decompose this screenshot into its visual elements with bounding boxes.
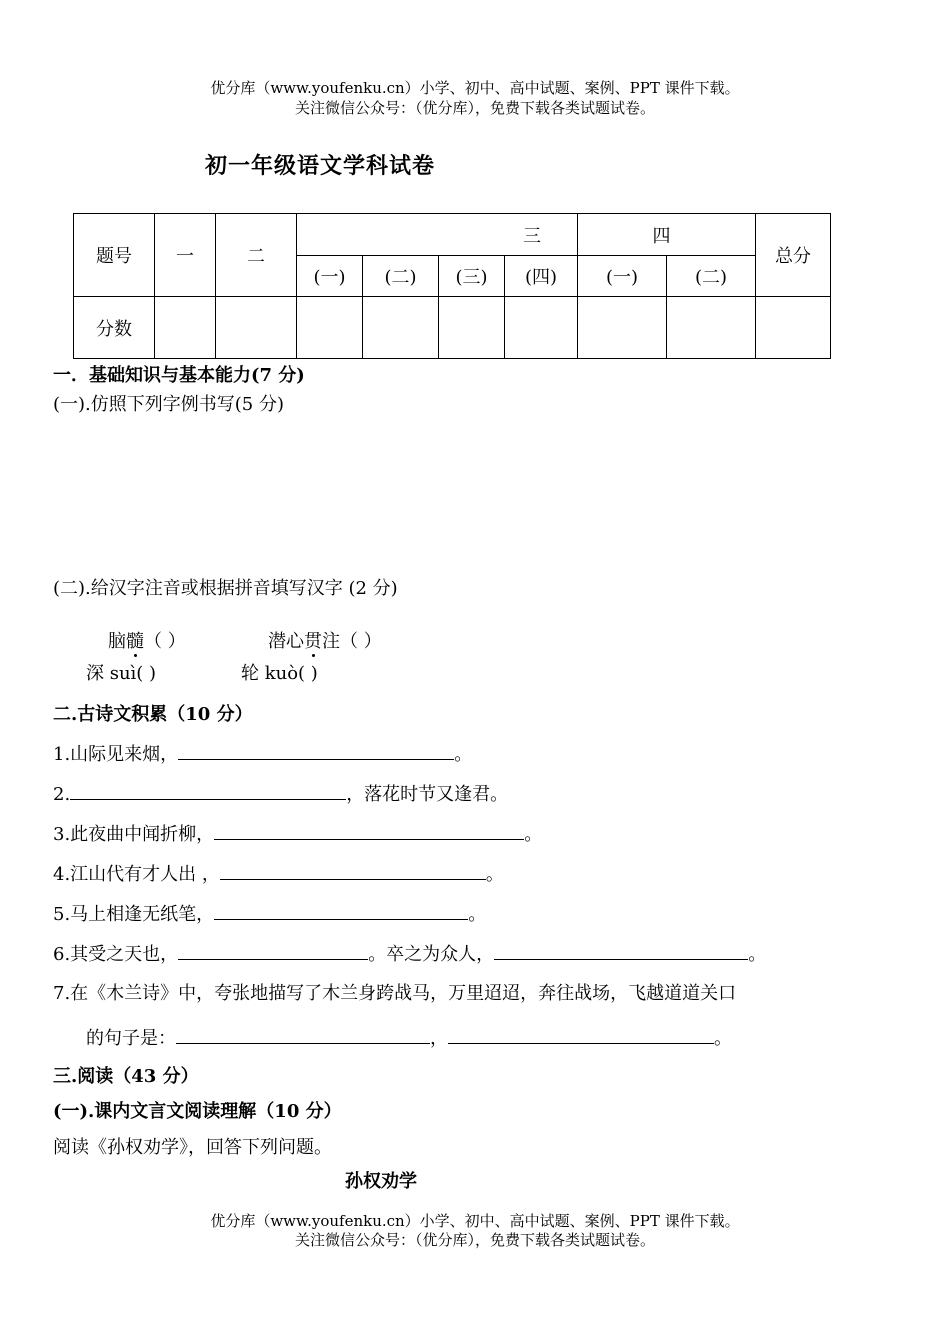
answer-blank-4[interactable] xyxy=(220,861,486,880)
question-7-line-2 xyxy=(86,1024,732,1050)
subheader-4-1: (一) xyxy=(578,256,667,297)
pinyin-item-3: 深 suì( ) xyxy=(86,663,157,684)
section-2-heading: 二.古诗文积累（10 分） xyxy=(53,704,253,725)
header-cell-3 xyxy=(297,214,578,256)
score-cell[interactable] xyxy=(439,297,505,359)
answer-blank-3[interactable] xyxy=(214,821,524,840)
question-6-text: 6.其受之天也， xyxy=(53,944,179,965)
header-cell-3-label: 三 xyxy=(523,225,541,247)
question-2-text: ，落花时节又逢君。 xyxy=(346,784,509,805)
subheader-3-4: (四) xyxy=(505,256,578,297)
footer-line-2: 关注微信公众号：（优分库），免费下载各类试题试卷。 xyxy=(294,1231,655,1249)
score-table xyxy=(73,213,831,359)
answer-blank-6a[interactable] xyxy=(178,941,368,960)
score-cell[interactable] xyxy=(756,297,831,359)
score-cell[interactable] xyxy=(667,297,756,359)
subheader-4-2: (二) xyxy=(667,256,756,297)
question-4-text: 4.江山代有才人出 ， xyxy=(53,864,220,885)
question-4 xyxy=(53,860,504,886)
header-cell-1: 一 xyxy=(155,214,216,297)
question-2-number: 2. xyxy=(53,784,71,805)
question-3-text: 3.此夜曲中闻折柳， xyxy=(53,824,215,845)
answer-blank-7a[interactable] xyxy=(176,1025,430,1044)
header-cell-question-number: 题号 xyxy=(74,214,155,297)
pinyin-item-2-pre: 潜心 xyxy=(268,631,304,652)
question-5 xyxy=(53,900,486,926)
score-cell[interactable] xyxy=(216,297,297,359)
question-7-mid: ， xyxy=(430,1028,448,1049)
row-label-score: 分数 xyxy=(74,297,155,359)
score-cell[interactable] xyxy=(363,297,439,359)
answer-blank-7b[interactable] xyxy=(448,1025,714,1044)
pinyin-item-1 xyxy=(108,627,186,653)
score-cell[interactable] xyxy=(505,297,578,359)
answer-blank-2[interactable] xyxy=(70,781,346,800)
section-3-heading: 三.阅读（43 分） xyxy=(53,1066,199,1087)
pinyin-item-1-pre: 脑 xyxy=(108,631,126,652)
question-1-end: 。 xyxy=(454,744,473,765)
subheader-3-1: (一) xyxy=(297,256,363,297)
question-5-end: 。 xyxy=(468,904,487,925)
page-title: 初一年级语文学科试卷 xyxy=(205,153,436,179)
pinyin-item-2 xyxy=(268,627,382,653)
pinyin-item-1-target: 髓 xyxy=(126,627,144,653)
score-cell[interactable] xyxy=(578,297,667,359)
question-6-end: 。 xyxy=(748,944,767,965)
subheader-3-3: (三) xyxy=(439,256,505,297)
question-4-end: 。 xyxy=(485,864,504,885)
question-1-text: 1.山际见来烟， xyxy=(53,744,179,765)
question-5-text: 5.马上相逢无纸笔， xyxy=(53,904,215,925)
section-3-part-1: (一).课内文言文阅读理解（10 分） xyxy=(53,1101,342,1122)
section-1-heading: 一．基础知识与基本能力(7 分) xyxy=(53,365,305,386)
header-line-2: 关注微信公众号：（优分库），免费下载各类试题试卷。 xyxy=(294,99,655,117)
question-2 xyxy=(53,780,508,806)
passage-title: 孙权劝学 xyxy=(345,1171,417,1192)
header-cell-2: 二 xyxy=(216,214,297,297)
pinyin-item-4: 轮 kuò( ) xyxy=(241,663,318,684)
question-7-text: 的句子是： xyxy=(86,1028,176,1049)
pinyin-item-2-post: 注（ ） xyxy=(322,631,382,652)
pinyin-item-2-target: 贯 xyxy=(304,627,322,653)
section-1-part-1: (一).仿照下列字例书写(5 分) xyxy=(53,394,284,415)
question-3-end: 。 xyxy=(524,824,543,845)
section-1-part-2: (二).给汉字注音或根据拼音填写汉字 (2 分) xyxy=(53,578,398,599)
score-cell[interactable] xyxy=(297,297,363,359)
question-6-mid: 。卒之为众人， xyxy=(368,944,495,965)
subheader-3-2: (二) xyxy=(363,256,439,297)
score-cell[interactable] xyxy=(155,297,216,359)
answer-blank-6b[interactable] xyxy=(494,941,748,960)
question-6 xyxy=(53,940,766,966)
pinyin-item-1-post: （ ） xyxy=(144,631,186,652)
header-cell-total: 总分 xyxy=(756,214,831,297)
header-line-1: 优分库（www.youfenku.cn）小学、初中、高中试题、案例、PPT 课件下载。 xyxy=(210,79,740,97)
question-7-end: 。 xyxy=(714,1028,732,1049)
header-cell-4: 四 xyxy=(578,214,756,256)
footer-line-1: 优分库（www.youfenku.cn）小学、初中、高中试题、案例、PPT 课件下载。 xyxy=(210,1212,740,1230)
answer-blank-5[interactable] xyxy=(214,901,468,920)
reading-instruction: 阅读《孙权劝学》，回答下列问题。 xyxy=(53,1137,332,1158)
question-7: 7.在《木兰诗》中，夸张地描写了木兰身跨战马，万里迢迢，奔往战场，飞越道道关口 xyxy=(53,983,737,1004)
question-3 xyxy=(53,820,542,846)
answer-blank-1[interactable] xyxy=(178,741,454,760)
question-1 xyxy=(53,740,472,766)
